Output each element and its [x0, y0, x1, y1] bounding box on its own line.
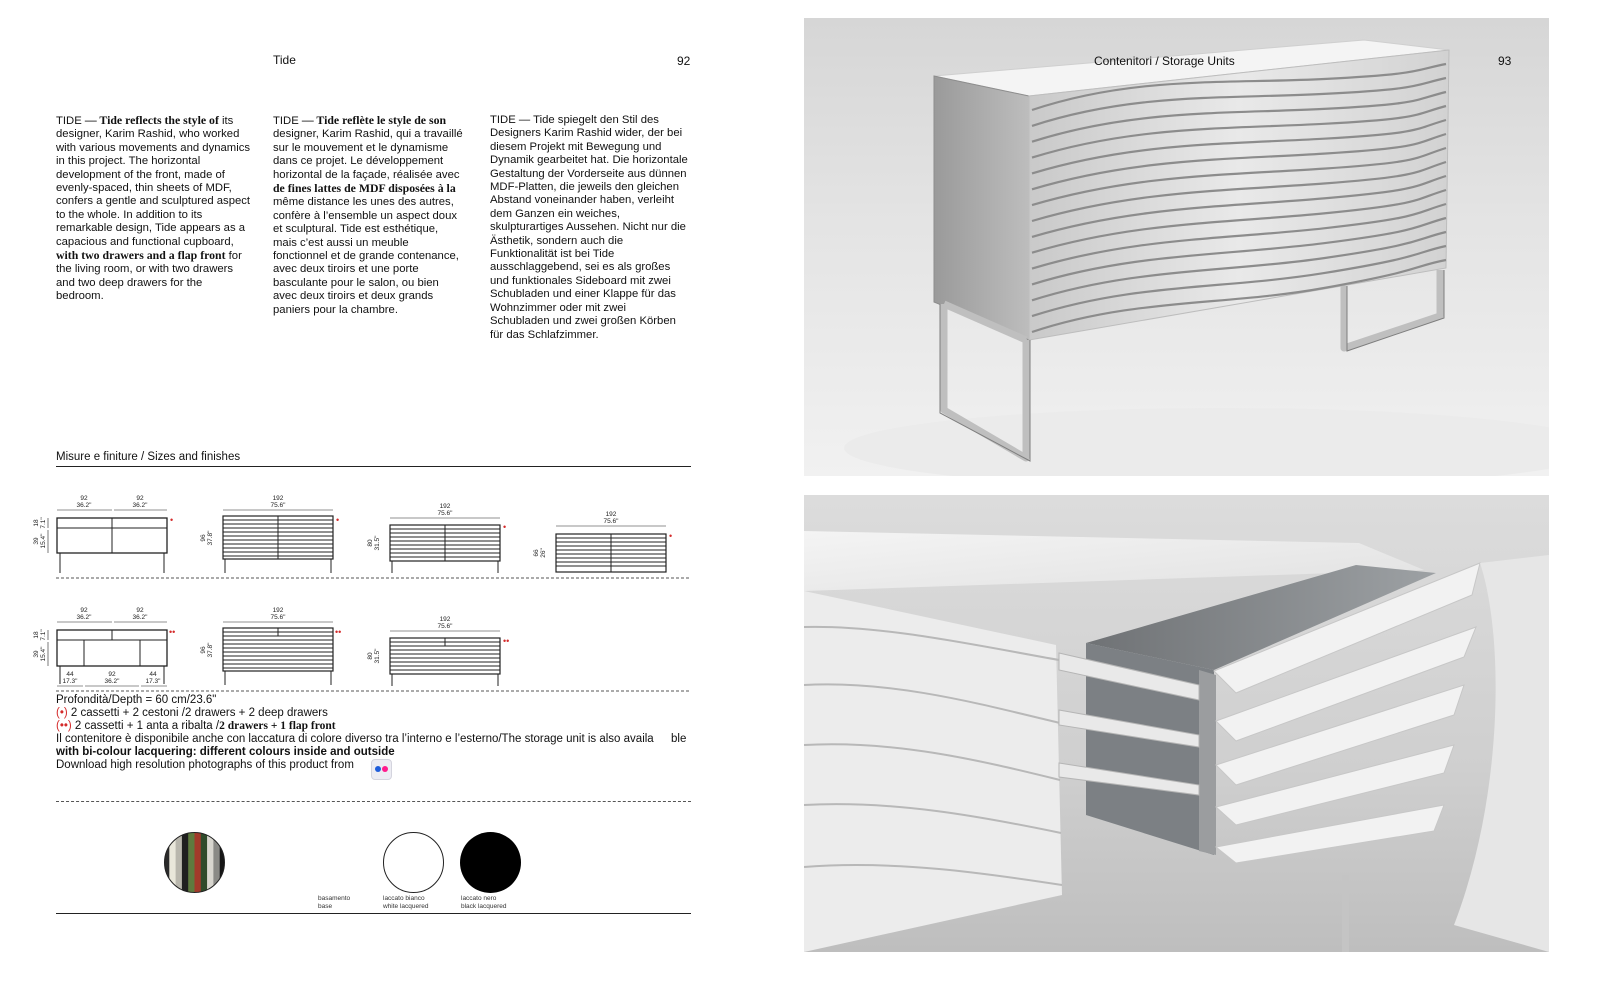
drawing-r1-flap — [48, 510, 167, 573]
bicolour-note: Il contenitore è disponibile anche con laccatura di colore diverso tra l’interno e l’esterno/The storage unit is also availa — [56, 733, 654, 745]
color-stripe — [188, 831, 195, 894]
dim-label: 18 — [33, 631, 40, 639]
dim-label: 75.6" — [437, 510, 453, 517]
dim-label: 7.1" — [40, 629, 47, 641]
drawing-r1-medium — [390, 518, 500, 573]
page-number-left: 92 — [677, 54, 691, 68]
color-stripe — [176, 831, 183, 894]
black-lacquer-swatch — [460, 832, 521, 893]
option-1-note — [56, 707, 328, 720]
dim-label: 92 — [136, 607, 144, 614]
dim-label: 36.2" — [132, 502, 148, 509]
finish-label-en: white lacquered — [383, 903, 429, 910]
option-1-mark: (•) — [56, 707, 68, 719]
bicolour-note-end: ble — [671, 733, 687, 745]
sizes-heading: Misure e finiture / Sizes and finishes — [56, 451, 241, 463]
text-column-fr — [273, 114, 465, 317]
dim-label: 75.6" — [270, 614, 286, 621]
product-photo-detail — [804, 495, 1549, 952]
option-mark: •• — [169, 627, 176, 637]
dim-label: 36.2" — [104, 678, 120, 685]
finish-label-it: laccato bianco — [383, 895, 425, 902]
dim-label: 36.2" — [76, 614, 92, 621]
dim-label: 92 — [80, 495, 88, 502]
dim-label: 31.5" — [374, 535, 381, 551]
column-lead: — Tide spiegelt den Stil des — [518, 114, 659, 126]
stripe-swatch — [163, 831, 226, 894]
flickr-dot-pink — [382, 766, 388, 772]
finish-label-white — [383, 895, 429, 911]
column-text: Designers Karim Rashid wider, der bei diesem Projekt mit Bewegung und Dynamik gearbeitet hat. Die horizontale Gestaltung der Vorderseite aus dünnen MDF-Platten, die jeweils den gleichen Abstand voneinander haben, verleiht dem Ganzen ein weiches, skulpturartiges Aussehen. Nicht nur die Ästhetik, sondern auch die Funktionalität ist bei Tide ausschlaggebend, sei es als großes und funktionales Sideboard mit zwei Schubladen und einer Klappe für das Wohnzimmer oder mit zwei Schubladen und zwei großen Körben für das Schlafzimmer. — [490, 127, 688, 341]
option-mark: •• — [335, 627, 342, 637]
color-stripe — [207, 831, 214, 894]
dim-label: 192 — [272, 495, 284, 502]
option-1-text: 2 cassetti + 2 cestoni /2 drawers + 2 deep drawers — [70, 707, 328, 719]
dim-label: 44 — [149, 671, 157, 678]
dim-label: 44 — [66, 671, 74, 678]
finish-label-base — [318, 895, 350, 911]
color-stripe — [182, 831, 189, 894]
finish-label-it: basamento — [318, 895, 351, 902]
dim-label: 80 — [367, 652, 374, 660]
dim-label: 75.6" — [603, 518, 619, 525]
dim-label: 36.2" — [76, 502, 92, 509]
drawing-r2-medium — [390, 631, 500, 686]
dim-label: 92 — [136, 495, 144, 502]
column-text: its designer, Karim Rashid, who worked with various movements and dynamics in this project. The horizontal development of the front, made of evenly-spaced, thin sheets of MDF, confers a gentle and sculptured aspect to the whole. In addition to its remarkable design, Tide appears as a capacious and functional cupboard, — [56, 115, 251, 248]
dim-label: 17.3" — [145, 678, 161, 685]
option-2-text: 2 cassetti + 1 anta a ribalta / — [74, 720, 220, 732]
dim-label: 96 — [200, 646, 207, 654]
dim-label: 80 — [367, 539, 374, 547]
white-lacquer-swatch — [383, 832, 444, 893]
finish-label-it: laccato nero — [461, 895, 497, 902]
column-bold: de fines lattes de MDF disposées à la — [273, 181, 456, 196]
drawing-r2-tall — [223, 622, 333, 685]
finish-label-black — [461, 895, 507, 911]
option-mark: • — [336, 515, 340, 525]
column-text: designer, Karim Rashid, qui a travaillé sur le mouvement et le dynamisme dans ce projet. Le développement horizontal de la façade, réalisée avec — [273, 128, 463, 181]
drawer-detail-illustration — [804, 495, 1549, 952]
option-2-mark: (••) — [56, 720, 72, 732]
column-text-end: for the living room, or with two drawers and two deep drawers for the bedroom. — [56, 250, 242, 303]
color-stripe — [169, 831, 176, 894]
dim-label: 192 — [439, 616, 451, 623]
option-mark: • — [170, 515, 174, 525]
dim-label: 36.2" — [132, 614, 148, 621]
dim-label: 31.5" — [374, 648, 381, 664]
dim-label: 7.1" — [40, 517, 47, 529]
dim-label: 15.4" — [40, 533, 47, 549]
column-lead: — Tide reflects the style of — [84, 113, 219, 127]
dim-label: 66 — [533, 549, 540, 557]
dim-label: 192 — [272, 607, 284, 614]
text-column-de — [490, 114, 688, 342]
finish-label-en: black lacquered — [461, 903, 507, 910]
dim-label: 37.8" — [207, 642, 214, 658]
color-stripe — [195, 831, 202, 894]
drawing-r1-low — [556, 526, 666, 572]
depth-note: Profondità/Depth = 60 cm/23.6" — [56, 694, 217, 706]
drawing-r1-tall — [223, 510, 333, 573]
dim-label: 75.6" — [437, 623, 453, 630]
running-title: Tide — [273, 53, 296, 67]
option-2-bold: 2 drawers + 1 flap front — [219, 720, 336, 732]
flickr-icon[interactable] — [371, 759, 392, 780]
section-title: Contenitori / Storage Units — [1094, 54, 1235, 68]
dim-label: 192 — [439, 503, 451, 510]
color-stripe — [201, 831, 208, 894]
column-label: TIDE — [56, 115, 82, 127]
option-2-note — [56, 720, 336, 733]
download-note: Download high resolution photographs of this product from — [56, 759, 354, 771]
option-mark: • — [669, 531, 673, 541]
dim-label: 37.8" — [207, 530, 214, 546]
flickr-dot-blue — [375, 766, 381, 772]
bicolour-bold-note: with bi-colour lacquering: different colours inside and outside — [56, 746, 395, 758]
column-text-end: même distance les unes des autres, confère à l’ensemble un aspect doux et sculptural. Tide est esthétique, mais c’est aussi un meuble fonctionnel et de grande contenance, avec deux tiroirs et une porte basculante pour le salon, ou bien avec deux tiroirs et deux grands paniers pour la chambre. — [273, 196, 459, 316]
dim-label: 192 — [605, 511, 617, 518]
column-bold: with two drawers and a flap front — [56, 248, 226, 263]
finishes-rule — [56, 913, 691, 914]
dim-label: 15.4" — [40, 646, 47, 662]
notes-dash-rule — [56, 801, 691, 802]
sizes-rule — [56, 466, 691, 467]
column-lead: — Tide reflète le style de son — [301, 113, 447, 127]
product-photo-top — [804, 18, 1549, 476]
dim-label: 39 — [33, 650, 40, 658]
option-mark: •• — [503, 636, 510, 646]
column-label: TIDE — [490, 114, 516, 126]
option-mark: • — [503, 522, 507, 532]
dim-label: 26" — [540, 548, 547, 558]
column-label: TIDE — [273, 115, 299, 127]
color-stripe — [163, 831, 170, 894]
dim-label: 39 — [33, 537, 40, 545]
color-stripe — [220, 831, 226, 894]
finish-label-en: base — [318, 903, 333, 910]
dim-label: 18 — [33, 519, 40, 527]
sideboard-illustration — [804, 18, 1549, 476]
page-number-right: 93 — [1498, 54, 1512, 68]
dim-label: 92 — [80, 607, 88, 614]
dim-label: 92 — [108, 671, 116, 678]
dimension-drawings — [30, 488, 700, 698]
dim-label: 17.3" — [62, 678, 78, 685]
text-column-en — [56, 114, 252, 304]
dim-label: 75.6" — [270, 502, 286, 509]
dim-label: 96 — [200, 534, 207, 542]
